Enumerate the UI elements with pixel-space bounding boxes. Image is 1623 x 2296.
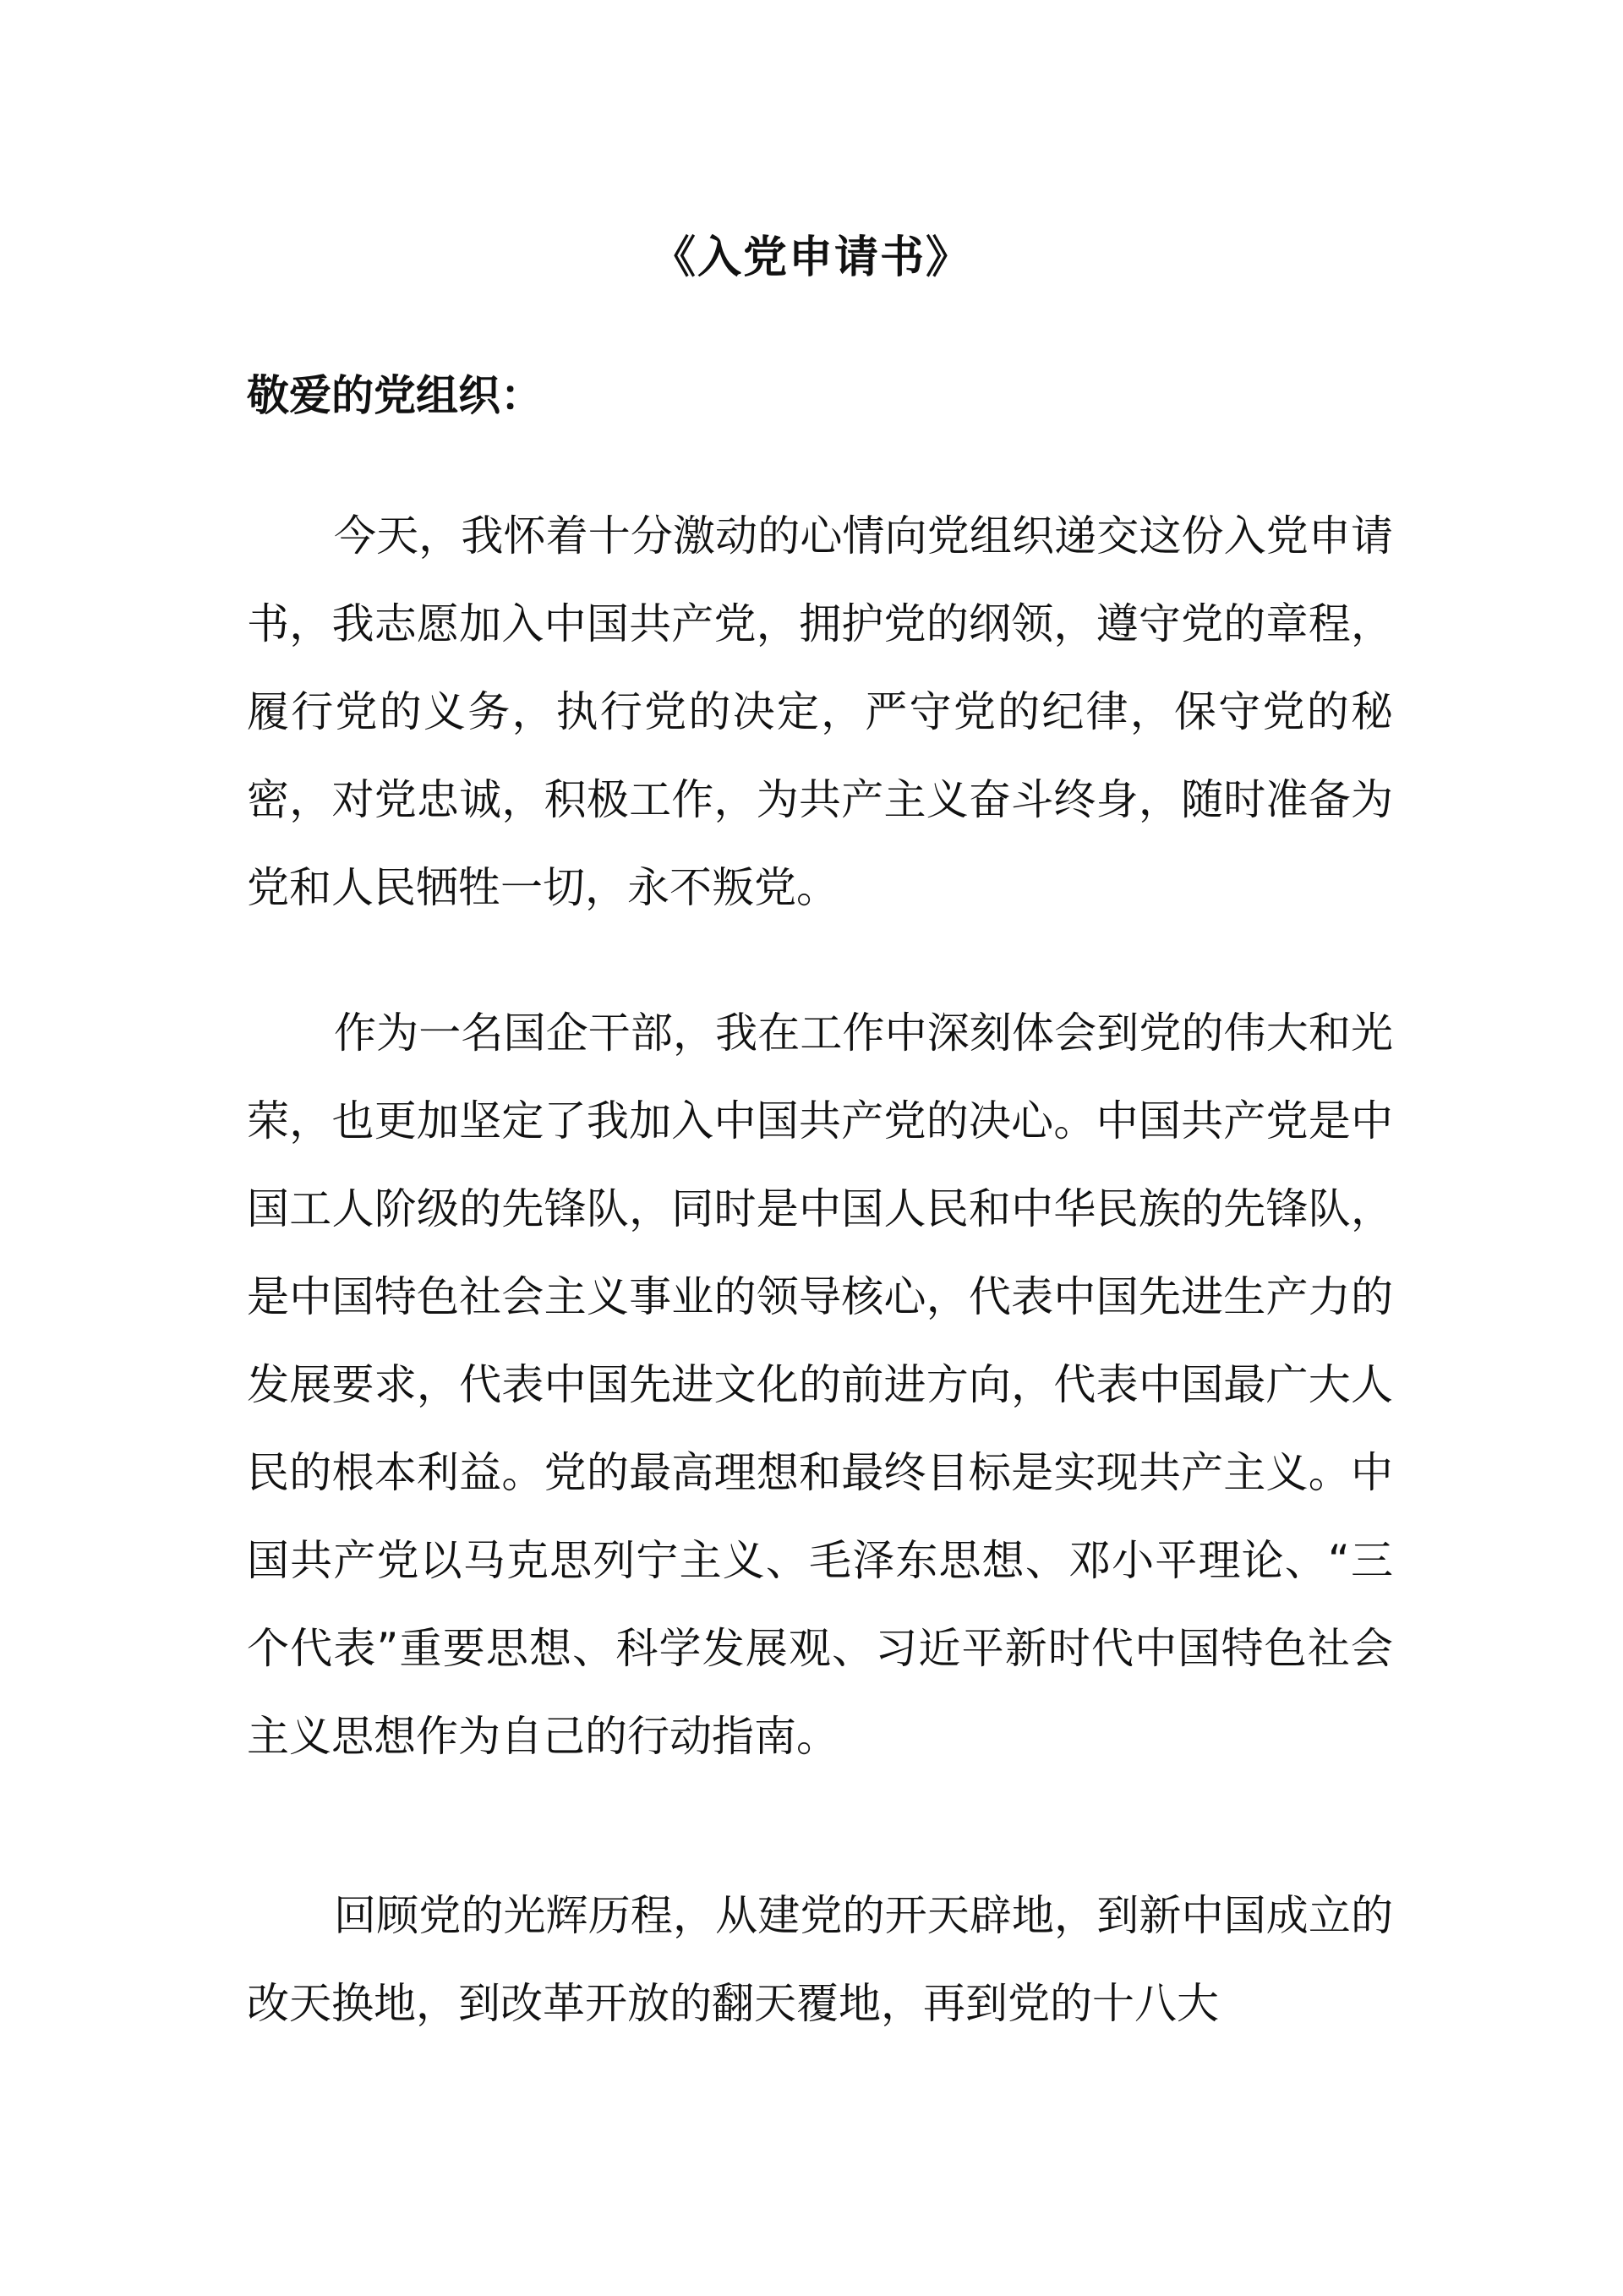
salutation: 敬爱的党组织： bbox=[247, 371, 543, 420]
paragraph-3: 回顾党的光辉历程，从建党的开天辟地，到新中国成立的改天换地，到改革开放的翻天覆地，再到党的十八大 bbox=[247, 1891, 1393, 2028]
paragraph-1: 今天，我怀着十分激动的心情向党组织递交这份入党申请书，我志愿加入中国共产党，拥护党的纲领，遵守党的章程，履行党的义务，执行党的决定，严守党的纪律，保守党的秘密，对党忠诚，积极工作，为共产主义奋斗终身，随时准备为党和人民牺牲一切，永不叛党。 bbox=[247, 511, 1393, 912]
paragraph-2: 作为一名国企干部，我在工作中深刻体会到党的伟大和光荣，也更加坚定了我加入中国共产党的决心。中国共产党是中国工人阶级的先锋队，同时是中国人民和中华民族的先锋队，是中国特色社会主义事业的领导核心，代表中国先进生产力的发展要求，代表中国先进文化的前进方向，代表中国最广大人民的根本利益。党的最高理想和最终目标是实现共产主义。中国共产党以马克思列宁主义、毛泽东思想、邓小平理论、“三个代表”重要思想、科学发展观、习近平新时代中国特色社会主义思想作为自己的行动指南。 bbox=[247, 1009, 1393, 1761]
document-title: 《入党申请书》 bbox=[651, 232, 971, 283]
